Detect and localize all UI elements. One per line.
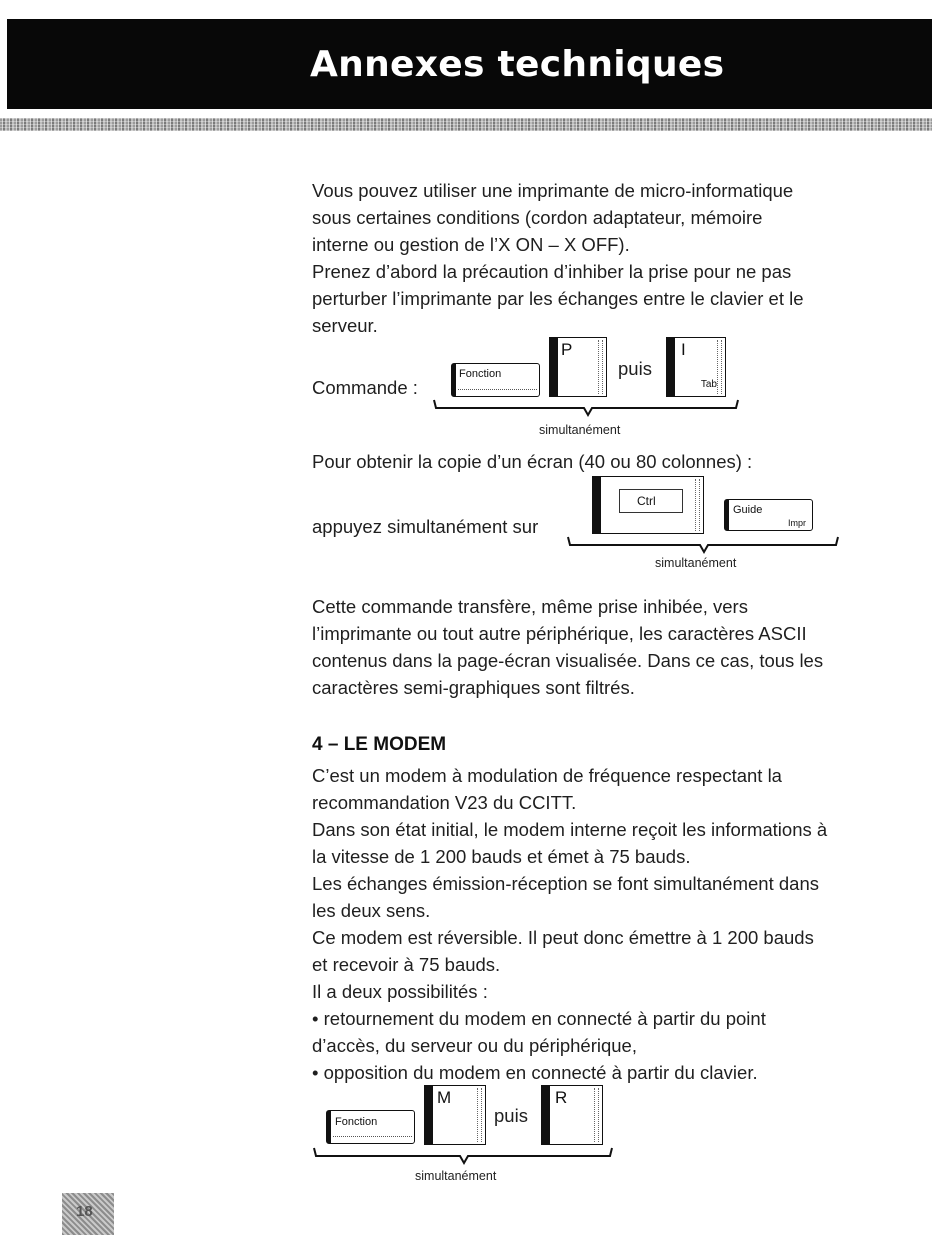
i-key-sub-label: Tab	[700, 379, 717, 390]
key-dots	[333, 1136, 412, 1139]
page-number: 18	[76, 1203, 93, 1220]
m-key-label: M	[437, 1088, 452, 1107]
key-dots	[458, 389, 537, 392]
simultaneous-brace	[432, 398, 742, 420]
ctrl-key-label: Ctrl	[637, 494, 656, 508]
m-key	[424, 1085, 486, 1145]
text-line: • retournement du modem en connecté à partir du point	[312, 1008, 766, 1029]
page-title: Annexes techniques	[310, 44, 725, 85]
guide-key	[724, 499, 813, 531]
fonction-key	[326, 1110, 415, 1144]
text-line: serveur.	[312, 315, 378, 336]
ctrl-key-inner	[619, 489, 683, 513]
page-number-badge	[62, 1193, 114, 1235]
text-line: Cette commande transfère, même prise inhibée, vers	[312, 596, 748, 617]
text-line: Ce modem est réversible. Il peut donc émettre à 1 200 bauds	[312, 927, 814, 948]
command-label: Commande :	[312, 377, 418, 398]
simultaneous-note: simultanément	[539, 423, 621, 437]
p-key	[549, 337, 607, 397]
text-line: d’accès, du serveur ou du périphérique,	[312, 1035, 637, 1056]
modem-paragraph	[312, 762, 892, 1086]
key-edge	[695, 479, 700, 531]
r-key-label: R	[555, 1088, 568, 1107]
puis-label: puis	[618, 358, 652, 379]
puis-label: puis	[494, 1105, 528, 1126]
texture-strip	[0, 118, 932, 131]
guide-key-sub-label: Impr	[788, 518, 806, 528]
text-line: interne ou gestion de l’X ON – X OFF).	[312, 234, 630, 255]
press-instruction: appuyez simultanément sur	[312, 516, 539, 537]
text-line: sous certaines conditions (cordon adaptateur, mémoire	[312, 207, 763, 228]
text-line: l’imprimante ou tout autre périphérique, les caractères ASCII	[312, 623, 807, 644]
text-line: recommandation V23 du CCITT.	[312, 792, 577, 813]
text-line: Prenez d’abord la précaution d’inhiber la prise pour ne pas	[312, 261, 792, 282]
text-line: Il a deux possibilités :	[312, 981, 488, 1002]
ctrl-key	[592, 476, 704, 534]
guide-key-label: Guide	[733, 504, 763, 516]
intro-paragraph	[312, 177, 892, 339]
text-line: Les échanges émission-réception se font simultanément dans	[312, 873, 819, 894]
text-line: Dans son état initial, le modem interne reçoit les informations à	[312, 819, 828, 840]
text-line: perturber l’imprimante par les échanges entre le clavier et le	[312, 288, 804, 309]
fonction-key-label: Fonction	[459, 368, 502, 380]
text-line: contenus dans la page-écran visualisée. Dans ce cas, tous les	[312, 650, 824, 671]
text-line: • opposition du modem en connecté à partir du clavier.	[312, 1062, 758, 1083]
transfer-paragraph	[312, 593, 892, 701]
text-line: les deux sens.	[312, 900, 431, 921]
p-key-label: P	[561, 340, 573, 359]
key-edge	[598, 340, 603, 394]
key-edge	[594, 1088, 599, 1142]
simultaneous-note: simultanément	[655, 556, 737, 570]
text-line: et recevoir à 75 bauds.	[312, 954, 501, 975]
key-edge	[717, 340, 722, 394]
simultaneous-brace	[312, 1146, 618, 1168]
key-edge	[477, 1088, 482, 1142]
r-key	[541, 1085, 603, 1145]
simultaneous-brace	[566, 535, 842, 557]
fonction-key	[451, 363, 540, 397]
section-heading: 4 – LE MODEM	[312, 734, 447, 755]
i-key-label: I	[681, 340, 686, 359]
fonction-key-label: Fonction	[335, 1116, 378, 1128]
i-key	[666, 337, 726, 397]
text-line: C’est un modem à modulation de fréquence respectant la	[312, 765, 782, 786]
copy-instruction: Pour obtenir la copie d’un écran (40 ou 80 colonnes) :	[312, 451, 753, 472]
text-line: Vous pouvez utiliser une imprimante de micro-informatique	[312, 180, 794, 201]
simultaneous-note: simultanément	[415, 1169, 497, 1183]
text-line: caractères semi-graphiques sont filtrés.	[312, 677, 635, 698]
text-line: la vitesse de 1 200 bauds et émet à 75 bauds.	[312, 846, 691, 867]
